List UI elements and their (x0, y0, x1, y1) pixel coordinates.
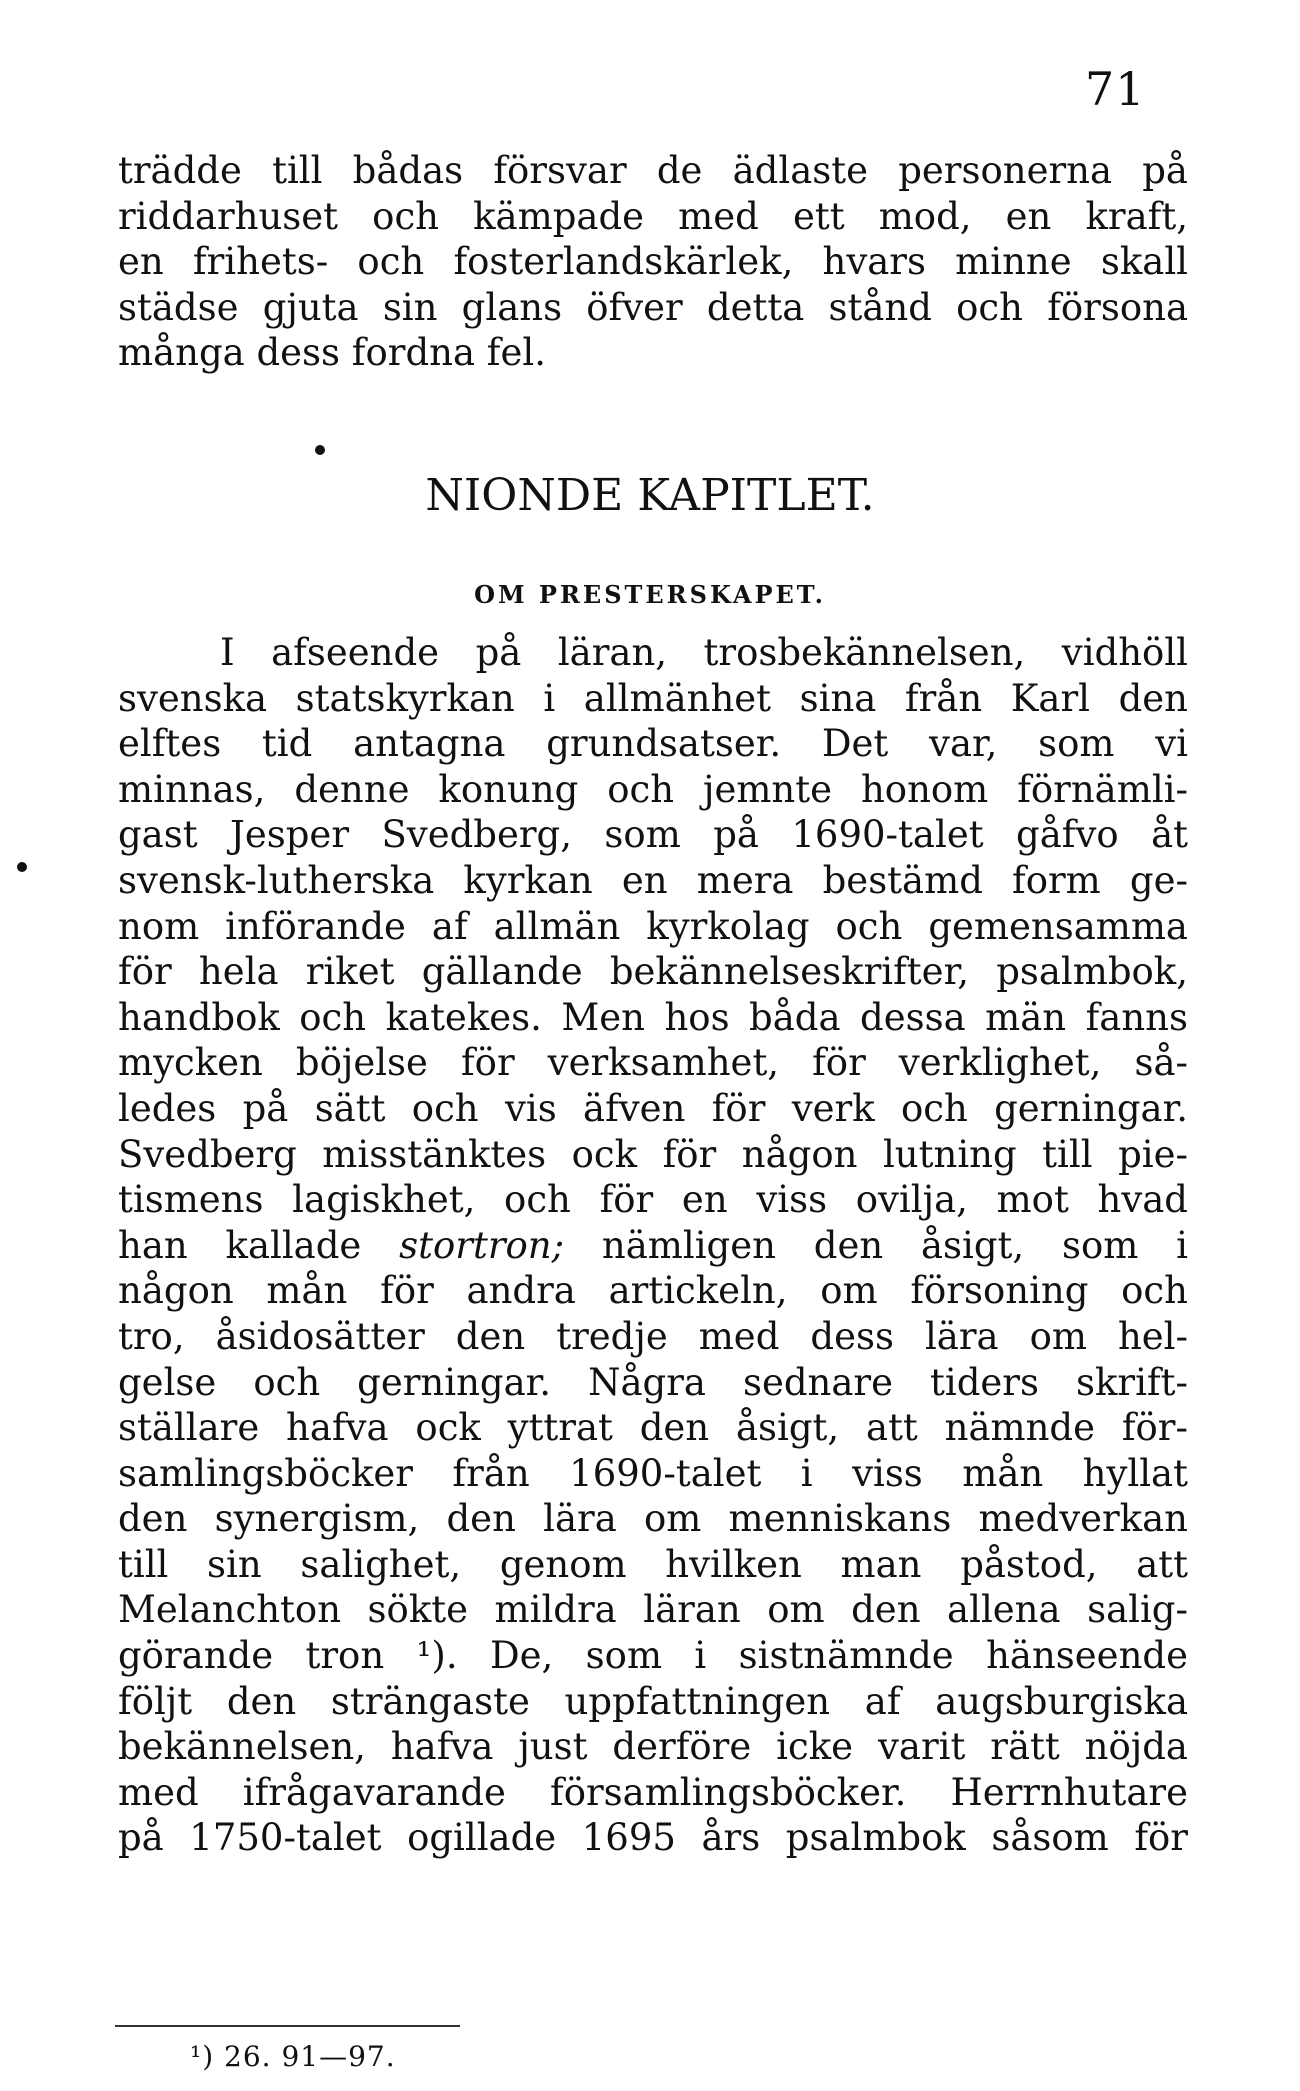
text-line: en frihets- och fosterlandskärlek, hvars minne skall (118, 240, 1188, 284)
text-line: många dess fordna fel. (118, 331, 546, 375)
text-line: samlingsböcker från 1690-talet i viss mån hyllat (118, 1451, 1188, 1495)
text-line: trädde till bådas försvar de ädlaste personerna på (118, 149, 1188, 192)
text-line: städse gjuta sin glans öfver detta stånd och försona (118, 285, 1188, 329)
text-line: Melanchton sökte mildra läran om den allena salig- (118, 1588, 1188, 1632)
text-line: minnas, denne konung och jemnte honom förnämli- (118, 767, 1188, 811)
text-line: tro, åsidosätter den tredje med dess lära om hel- (118, 1314, 1188, 1358)
paragraph-continuation (118, 148, 1188, 376)
text-line: I afseende på läran, trosbekännelsen, vidhöll (220, 631, 1188, 674)
chapter-subtitle: OM PRESTERSKAPET. (474, 580, 826, 609)
footnote: ¹) 26. 91—97. (190, 2040, 396, 2073)
text-line: görande tron ¹). De, som i sistnämnde hänseende (118, 1634, 1188, 1678)
text-line: gelse och gerningar. Några sednare tiders skrift- (118, 1360, 1188, 1404)
chapter-paragraph (118, 630, 1188, 1861)
text-line: svensk-lutherska kyrkan en mera bestämd form ge- (118, 858, 1188, 902)
text-line: för hela riket gällande bekännelseskrifter, psalmbok, (118, 950, 1188, 994)
text-line: riddarhuset och kämpade med ett mod, en kraft, (118, 194, 1188, 238)
footnote-divider (115, 2025, 460, 2027)
text-line: handbok och katekes. Men hos båda dessa män fanns (118, 995, 1188, 1039)
text-line: bekännelsen, hafva just derföre icke varit rätt nöjda (118, 1725, 1188, 1769)
text-line: tismens lagiskhet, och för en viss ovilja, mot hvad (118, 1178, 1188, 1222)
text-line: elftes tid antagna grundsatser. Det var, som vi (118, 722, 1188, 766)
text-line-with-italic (118, 1223, 1188, 1269)
text-line: till sin salighet, genom hvilken man påstod, att (118, 1542, 1188, 1586)
chapter-title: NIONDE KAPITLET. (425, 470, 875, 521)
text-line: på 1750-talet ogillade 1695 års psalmbok såsom för (118, 1816, 1188, 1860)
italic-word: stortron; (399, 1223, 565, 1267)
text-line: svenska statskyrkan i allmänhet sina från Karl den (118, 676, 1188, 720)
page-number: 71 (1085, 62, 1146, 116)
text-line: nom införande af allmän kyrkolag och gemensamma (118, 904, 1188, 948)
text-line: den synergism, den lära om menniskans medverkan (118, 1497, 1188, 1541)
text-line: följt den strängaste uppfattningen af augsburgiska (118, 1679, 1188, 1723)
text-line: gast Jesper Svedberg, som på 1690-talet gåfvo åt (118, 813, 1188, 857)
print-speck (315, 445, 325, 455)
text-segment: nämligen den åsigt, som i (601, 1223, 1188, 1267)
print-speck (17, 862, 27, 872)
text-line: ledes på sätt och vis äfven för verk och gerningar. (118, 1086, 1188, 1130)
text-line: mycken böjelse för verksamhet, för verklighet, så- (118, 1041, 1188, 1085)
text-line: med ifrågavarande församlingsböcker. Herrnhutare (118, 1770, 1188, 1814)
text-line: någon mån för andra artickeln, om försoning och (118, 1269, 1188, 1313)
text-line: ställare hafva ock yttrat den åsigt, att nämnde för- (118, 1406, 1188, 1450)
text-line: Svedberg misstänktes ock för någon lutning till pie- (118, 1132, 1188, 1176)
text-segment: han kallade (118, 1223, 362, 1267)
